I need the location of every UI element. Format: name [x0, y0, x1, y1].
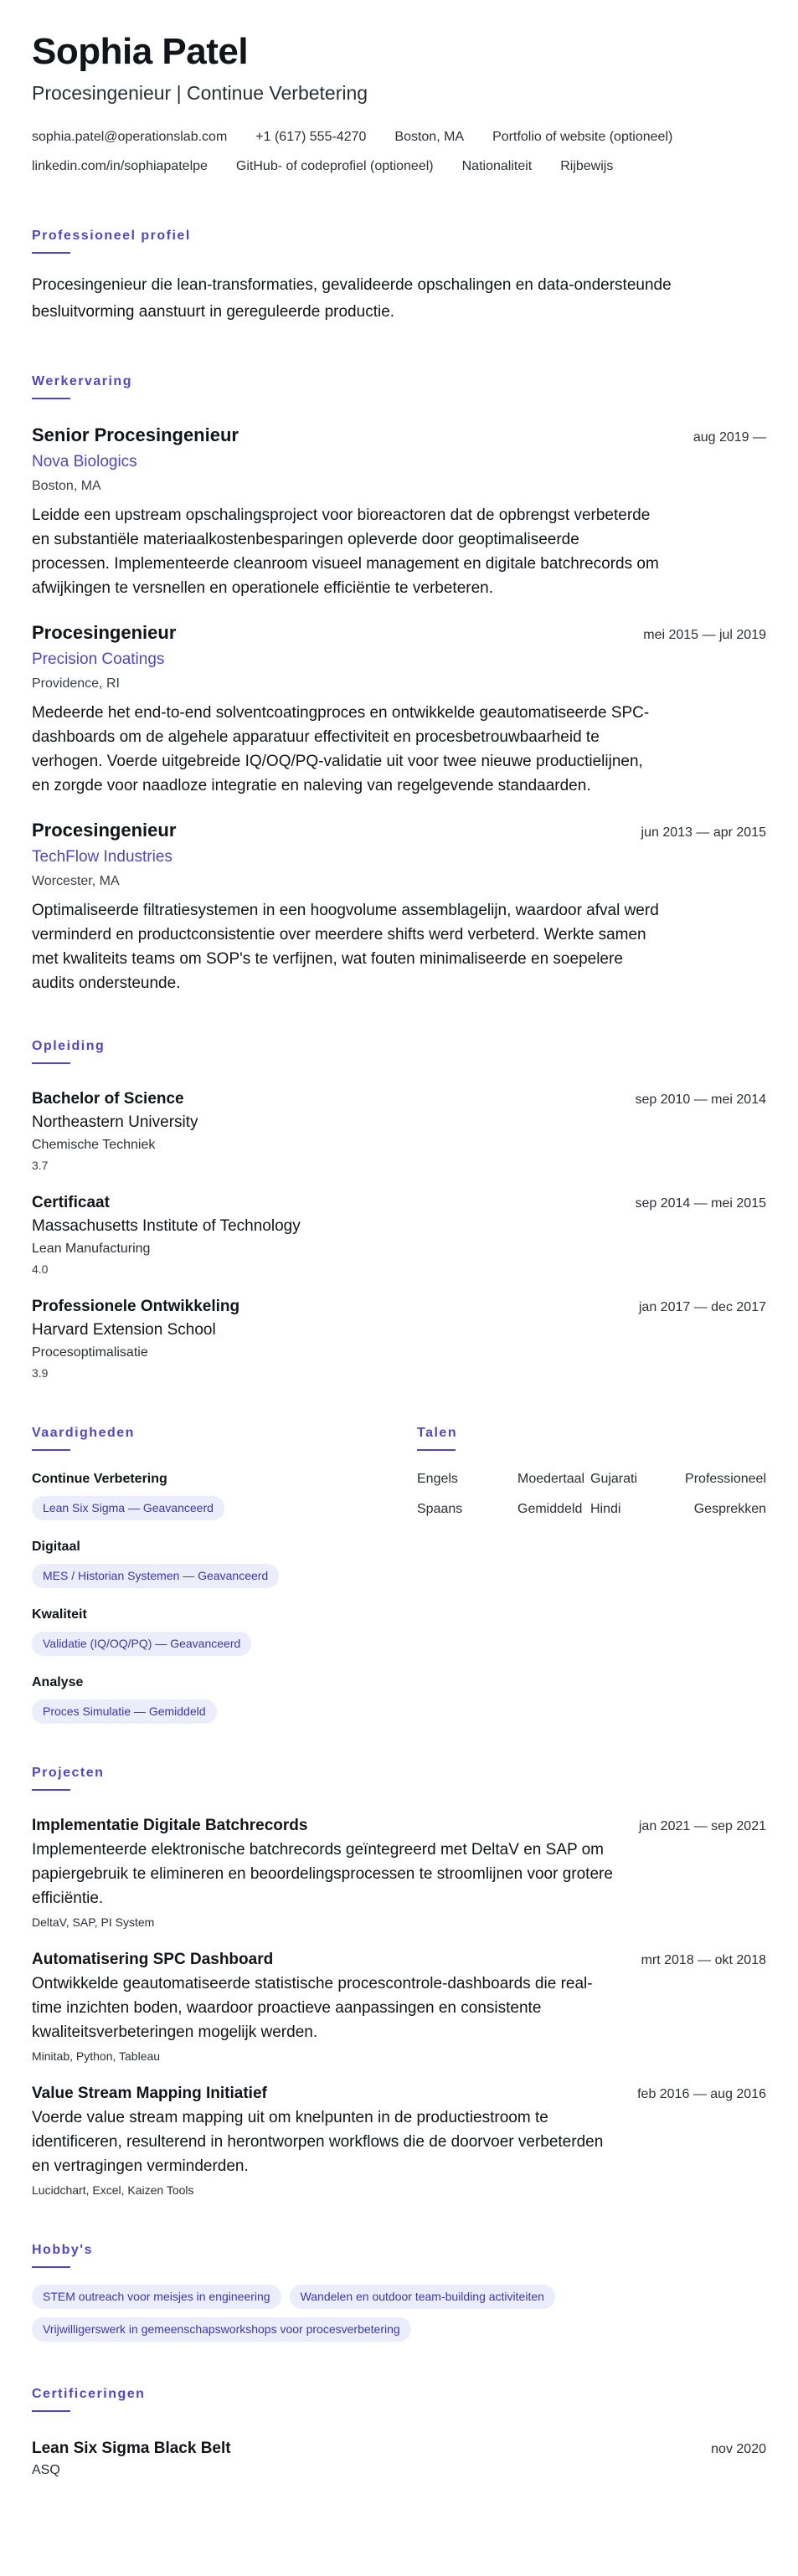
job-title: Procesingenieur	[32, 622, 177, 643]
project-entry	[32, 1814, 766, 1931]
language-name: Spaans	[417, 1502, 463, 1516]
project-description: Voerde value stream mapping uit om knelpunten in de productiestroom te identificeren, resulterend in herontworpen workflows die de doorvoer verbeterden en vertragingen verminderden.	[32, 2109, 604, 2175]
job-location: Boston, MA	[32, 479, 101, 493]
section-title: Certificeringen	[32, 2387, 146, 2401]
field-of-study: Lean Manufacturing	[32, 1242, 151, 1256]
skill-category: Kwaliteit	[32, 1607, 87, 1622]
languages-section	[417, 1424, 766, 1724]
skill-group	[32, 1605, 417, 1656]
field-of-study: Chemische Techniek	[32, 1138, 156, 1152]
projects-section	[32, 1764, 766, 2199]
hobby-chip: STEM outreach voor meisjes in engineering	[32, 2285, 281, 2309]
section-title: Hobby's	[32, 2243, 93, 2257]
grade: 3.9	[32, 1366, 49, 1380]
contact-nationality: Nationaliteit	[461, 159, 533, 173]
headline: Procesingenieur | Continue Verbetering	[32, 82, 368, 104]
skill-category: Analyse	[32, 1675, 84, 1689]
contact-location: Boston, MA	[394, 130, 465, 144]
project-dates: feb 2016 — aug 2016	[637, 2087, 766, 2101]
education-entry	[32, 1295, 766, 1382]
grade: 3.7	[32, 1159, 49, 1172]
skill-group	[32, 1537, 417, 1588]
section-divider	[32, 398, 70, 399]
degree: Professionele Ontwikkeling	[32, 1298, 240, 1315]
education-dates: jan 2017 — dec 2017	[638, 1300, 766, 1314]
certification-issuer: ASQ	[32, 2463, 60, 2477]
hobby-list	[32, 2285, 769, 2350]
field-of-study: Procesoptimalisatie	[32, 1345, 148, 1360]
skill-category: Digitaal	[32, 1540, 80, 1554]
skills-section	[32, 1424, 417, 1724]
hobby-chip: Wandelen en outdoor team-building activiteiten	[290, 2285, 555, 2309]
experience-entry	[32, 620, 766, 798]
contact-phone[interactable]: +1 (617) 555-4270	[255, 130, 367, 144]
experience-section	[32, 373, 766, 995]
project-dates: jan 2021 — sep 2021	[638, 1819, 766, 1833]
job-description: Leidde een upstream opschalingsproject voor bioreactoren dat de opbrengst verbeterde en substantiële materiaalkostenbesparingen opleverde door geoptimaliseerde processen. Implementeerde cleanroom visueel management en digitale batchrecords om afwijkingen te versnellen en operationele efficiëntie te verbeteren.	[32, 506, 659, 597]
project-description: Ontwikkelde geautomatiseerde statistische procescontrole-dashboards die real-time inzichten boden, waardoor proactieve aanpassingen en consistente kwaliteitsverbeteringen mogelijk werden.	[32, 1975, 593, 2041]
education-entry	[32, 1191, 766, 1278]
project-description: Implementeerde elektronische batchrecords geïntegreerd met DeltaV en SAP om papiergebruik te elimineren en beoordelingsprocessen te stroomlijnen voor grotere efficiëntie.	[32, 1841, 613, 1907]
section-divider	[32, 1062, 70, 1064]
section-divider	[32, 1449, 70, 1451]
contact-email[interactable]: sophia.patel@operationslab.com	[32, 130, 228, 144]
language-level: Gemiddeld	[517, 1502, 583, 1516]
company-name: TechFlow Industries	[32, 848, 172, 866]
skill-chip: Lean Six Sigma — Geavanceerd	[32, 1496, 224, 1520]
skill-group	[32, 1469, 417, 1520]
section-divider	[32, 2266, 70, 2268]
project-name: Automatisering SPC Dashboard	[32, 1951, 274, 1968]
skill-group	[32, 1673, 417, 1724]
skill-chip: Proces Simulatie — Gemiddeld	[32, 1699, 217, 1724]
language-level: Gesprekken	[693, 1502, 766, 1516]
experience-entry	[32, 423, 766, 600]
contact-linkedin[interactable]: linkedin.com/in/sophiapatelpe	[32, 159, 208, 173]
language-name: Gujarati	[590, 1472, 638, 1486]
project-entry	[32, 2082, 766, 2199]
language-level: Moedertaal	[517, 1472, 585, 1486]
skills-languages-row	[32, 1424, 766, 1724]
job-location: Providence, RI	[32, 676, 120, 691]
job-description: Medeerde het end-to-end solventcoatingproces en ontwikkelde geautomatiseerde SPC-dashboards om de algehele apparatuur effectiviteit en procesbetrouwbaarheid te verhogen. Voerde uitgebreide IQ/OQ/PQ-validatie uit voor twee nieuwe productielijnen, en zorgde voor naadloze integratie en naleving van regelgevende standaarden.	[32, 704, 650, 794]
section-divider	[32, 1789, 70, 1791]
contact-portfolio[interactable]: Portfolio of website (optioneel)	[492, 130, 673, 144]
project-tools: Lucidchart, Excel, Kaizen Tools	[32, 2183, 194, 2197]
grade: 4.0	[32, 1262, 49, 1276]
project-tools: Minitab, Python, Tableau	[32, 2049, 161, 2063]
job-dates: mei 2015 — jul 2019	[643, 628, 766, 642]
project-name: Value Stream Mapping Initiatief	[32, 2085, 267, 2102]
skill-chip: Validatie (IQ/OQ/PQ) — Geavanceerd	[32, 1632, 251, 1656]
language-name: Engels	[417, 1472, 458, 1486]
project-entry	[32, 1948, 766, 2065]
project-tools: DeltaV, SAP, PI System	[32, 1915, 155, 1929]
certification-entry	[32, 2437, 766, 2481]
job-title: Procesingenieur	[32, 820, 177, 841]
contact-list	[32, 122, 769, 181]
job-location: Worcester, MA	[32, 874, 120, 888]
degree: Certificaat	[32, 1194, 110, 1211]
hobbies-section	[32, 2241, 766, 2350]
skill-chip: MES / Historian Systemen — Geavanceerd	[32, 1564, 279, 1588]
job-title: Senior Procesingenieur	[32, 424, 239, 445]
degree: Bachelor of Science	[32, 1090, 184, 1108]
certification-name: Lean Six Sigma Black Belt	[32, 2440, 231, 2457]
institution: Massachusetts Institute of Technology	[32, 1217, 301, 1235]
company-name: Nova Biologics	[32, 453, 137, 470]
profile-summary: Procesingenieur die lean-transformaties, gevalideerde opschalingen en data-ondersteunde besluitvorming aanstuurt in gereguleerde productie.	[32, 276, 672, 321]
experience-entry	[32, 818, 766, 995]
contact-github[interactable]: GitHub- of codeprofiel (optioneel)	[235, 159, 434, 173]
section-title: Talen	[417, 1426, 458, 1440]
job-description: Optimaliseerde filtratiesystemen in een hoogvolume assemblagelijn, waardoor afval werd verminderd en productconsistentie over meerdere shifts werd verbeterd. Werkte samen met kwaliteits teams om SOP's te verfijnen, wat fouten minimaliseerde en soepelere audits ondersteunde.	[32, 902, 659, 992]
section-divider	[32, 2410, 70, 2412]
job-dates: jun 2013 — apr 2015	[641, 825, 766, 840]
company-name: Precision Coatings	[32, 650, 165, 668]
language-name: Hindi	[590, 1502, 621, 1516]
language-list	[417, 1469, 766, 1519]
education-dates: sep 2014 — mei 2015	[635, 1196, 766, 1211]
contact-drivers-license: Rijbewijs	[560, 159, 614, 173]
section-title: Opleiding	[32, 1039, 106, 1053]
language-level: Professioneel	[685, 1472, 766, 1486]
skill-category: Continue Verbetering	[32, 1472, 167, 1486]
certifications-section	[32, 2385, 766, 2481]
profile-section	[32, 227, 766, 326]
section-title: Professioneel profiel	[32, 229, 191, 243]
education-section	[32, 1037, 766, 1382]
section-divider	[32, 252, 70, 254]
hobby-chip: Vrijwilligerswerk in gemeenschapsworkshops voor procesverbetering	[32, 2317, 411, 2342]
institution: Harvard Extension School	[32, 1321, 216, 1339]
section-title: Projecten	[32, 1766, 105, 1780]
education-entry	[32, 1087, 766, 1175]
project-name: Implementatie Digitale Batchrecords	[32, 1817, 308, 1834]
project-dates: mrt 2018 — okt 2018	[641, 1953, 766, 1967]
section-divider	[417, 1449, 456, 1451]
section-title: Werkervaring	[32, 374, 132, 388]
education-dates: sep 2010 — mei 2014	[635, 1093, 766, 1107]
section-title: Vaardigheden	[32, 1426, 135, 1440]
institution: Northeastern University	[32, 1113, 198, 1131]
candidate-name: Sophia Patel	[32, 31, 249, 72]
job-dates: aug 2019 —	[692, 430, 766, 445]
certification-date: nov 2020	[711, 2442, 766, 2456]
